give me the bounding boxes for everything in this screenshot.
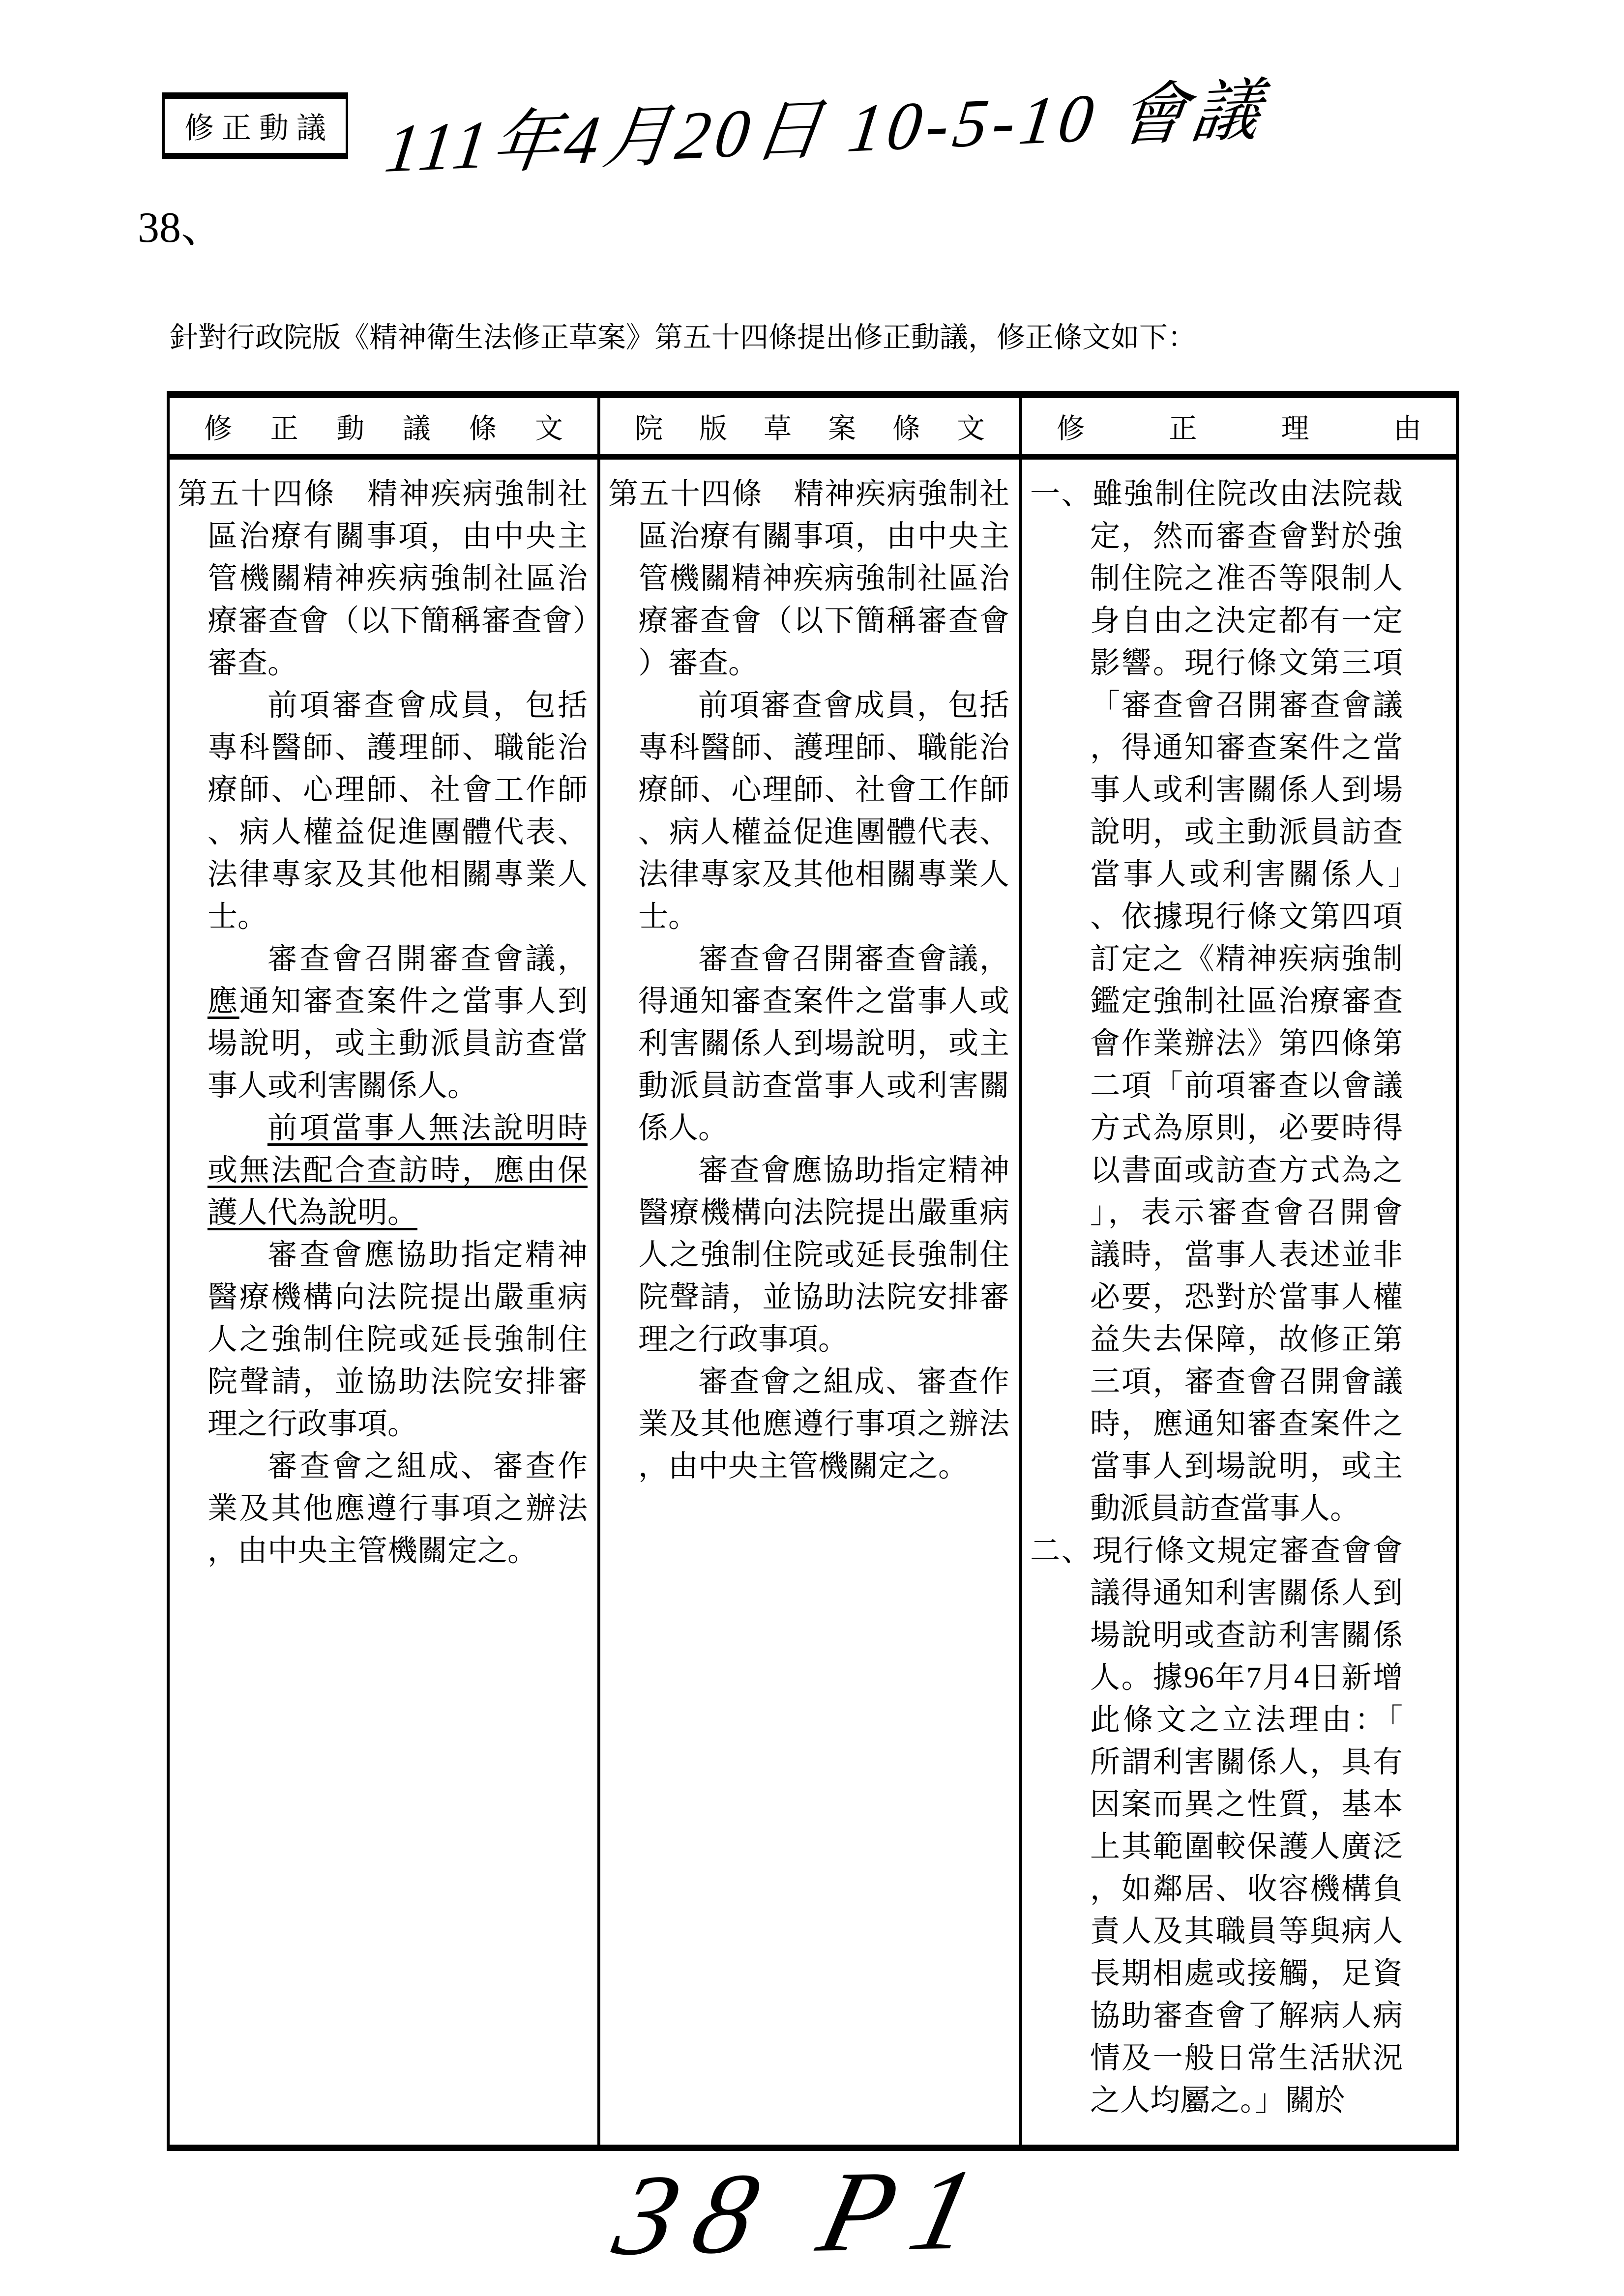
underlined-run: 前項當事人無法說明時或無法配合查訪時，應由保護人代為說明。 (207, 1112, 588, 1229)
amendment-motion-cell (170, 460, 600, 2145)
handwritten-meeting-date: 111年4月20日 10-5-10 會議 (381, 72, 1270, 187)
column-header-draft-text: 院版草案條文 (600, 398, 1022, 454)
item-number: 38、 (138, 204, 225, 252)
text-run: 審查會召開審查會議，得通知審查案件之當事人或利害關係人到場說明，或主動派員訪查當事人或利害關係人。 (638, 943, 1009, 1145)
text-run: 審查會應協助指定精神醫療機構向法院提出嚴重病人之強制住院或延長強制住院聲請，並協助法院安排審理之行政事項。 (638, 1154, 1009, 1356)
amendment-comparison-table (167, 391, 1459, 2151)
executive-yuan-draft-text-paragraph (608, 1361, 1009, 1488)
column-header-amendment-text: 修正動議條文 (170, 398, 600, 454)
text-run: 第五十四條 精神疾病強制社區治療有關事項，由中央主管機關精神疾病強制社區治療審查會（以下簡稱審查會）審查。 (177, 478, 588, 680)
executive-yuan-draft-text-paragraph (608, 473, 1009, 685)
amendment-motion-text-paragraph (177, 1107, 588, 1234)
text-run: 一、雖強制住院改由法院裁定，然而審查會對於強制住院之准否等限制人身自由之決定都有一定影響。現行條文第三項「審查會召開審查會議，得通知審查案件之當事人或利害關係人到場說明，或主動派員訪查當事人或利害關係人」、依據現行條文第四項訂定之《精神疾病強制鑑定強制社區治療審查會作業辦法》第四條第二項「前項審查以會議方式為原則，必要時得以書面或訪查方式為之」，表示審查會召開會議時，當事人表述並非必要，恐對於當事人權益失去保障，故修正第三項，審查會召開會議時，應通知審查案件之當事人到場說明，或主動派員訪查當事人。 (1030, 478, 1403, 1525)
amendment-motion-text-paragraph (177, 1234, 588, 1446)
amendment-motion-text-paragraph (177, 938, 588, 1107)
executive-yuan-draft-text-paragraph (608, 685, 1009, 938)
text-run: 審查會之組成、審查作業及其他應遵行事項之辦法，由中央主管機關定之。 (638, 1366, 1009, 1483)
intro-paragraph: 針對行政院版《精神衛生法修正草案》第五十四條提出修正動議，修正條文如下： (170, 321, 1197, 353)
text-run: 通知審查案件之當事人到場說明，或主動派員訪查當事人或利害關係人。 (207, 985, 588, 1103)
executive-yuan-draft-text-paragraph (608, 1150, 1009, 1361)
column-header-reasons: 修正理由 (1057, 413, 1421, 444)
amendment-motion-stamp (162, 92, 348, 159)
amendment-motion-text-paragraph (177, 1446, 588, 1572)
stamp-label: 修正動議 (184, 112, 334, 145)
text-run: 審查會召開審查會議， (267, 943, 588, 976)
amendment-motion-text-paragraph (177, 473, 588, 685)
text-run: 前項審查會成員，包括專科醫師、護理師、職能治療師、心理師、社會工作師、病人權益促進團體代表、法律專家及其他相關專業人士。 (207, 689, 588, 933)
text-run: 審查會應協助指定精神醫療機構向法院提出嚴重病人之強制住院或延長強制住院聲請，並協助法院安排審理之行政事項。 (207, 1239, 588, 1441)
amendment-reasons-paragraph (1030, 1530, 1403, 2122)
handwritten-page-number: 38 P1 (604, 2145, 1006, 2279)
text-run: 前項審查會成員，包括專科醫師、護理師、職能治療師、心理師、社會工作師、病人權益促進團體代表、法律專家及其他相關專業人士。 (638, 689, 1009, 933)
amendment-motion-text-paragraph (177, 685, 588, 938)
table-header-row (170, 398, 1456, 460)
text-run: 審查會之組成、審查作業及其他應遵行事項之辦法，由中央主管機關定之。 (207, 1450, 588, 1568)
amendment-reasons-cell (1022, 460, 1456, 2145)
executive-yuan-draft-text-paragraph (608, 938, 1009, 1150)
text-run: 二、現行條文規定審查會會議得通知利害關係人到場說明或查訪利害關係人。據96年7月4日新增此條文之立法理由：「所謂利害關係人，具有因案而異之性質，基本上其範圍較保護人廣泛，如鄰居、收容機構負責人及其職員等與病人長期相處或接觸，足資協助審查會了解病人病情及一般日常生活狀況之人均屬之。」關於 (1030, 1535, 1403, 2117)
executive-draft-cell (600, 460, 1022, 2145)
underlined-run: 應 (207, 985, 239, 1018)
table-body-row (170, 460, 1456, 2145)
amendment-reasons-paragraph (1030, 473, 1403, 1530)
text-run: 第五十四條 精神疾病強制社區治療有關事項，由中央主管機關精神疾病強制社區治療審查會（以下簡稱審查會）審查。 (608, 478, 1009, 680)
